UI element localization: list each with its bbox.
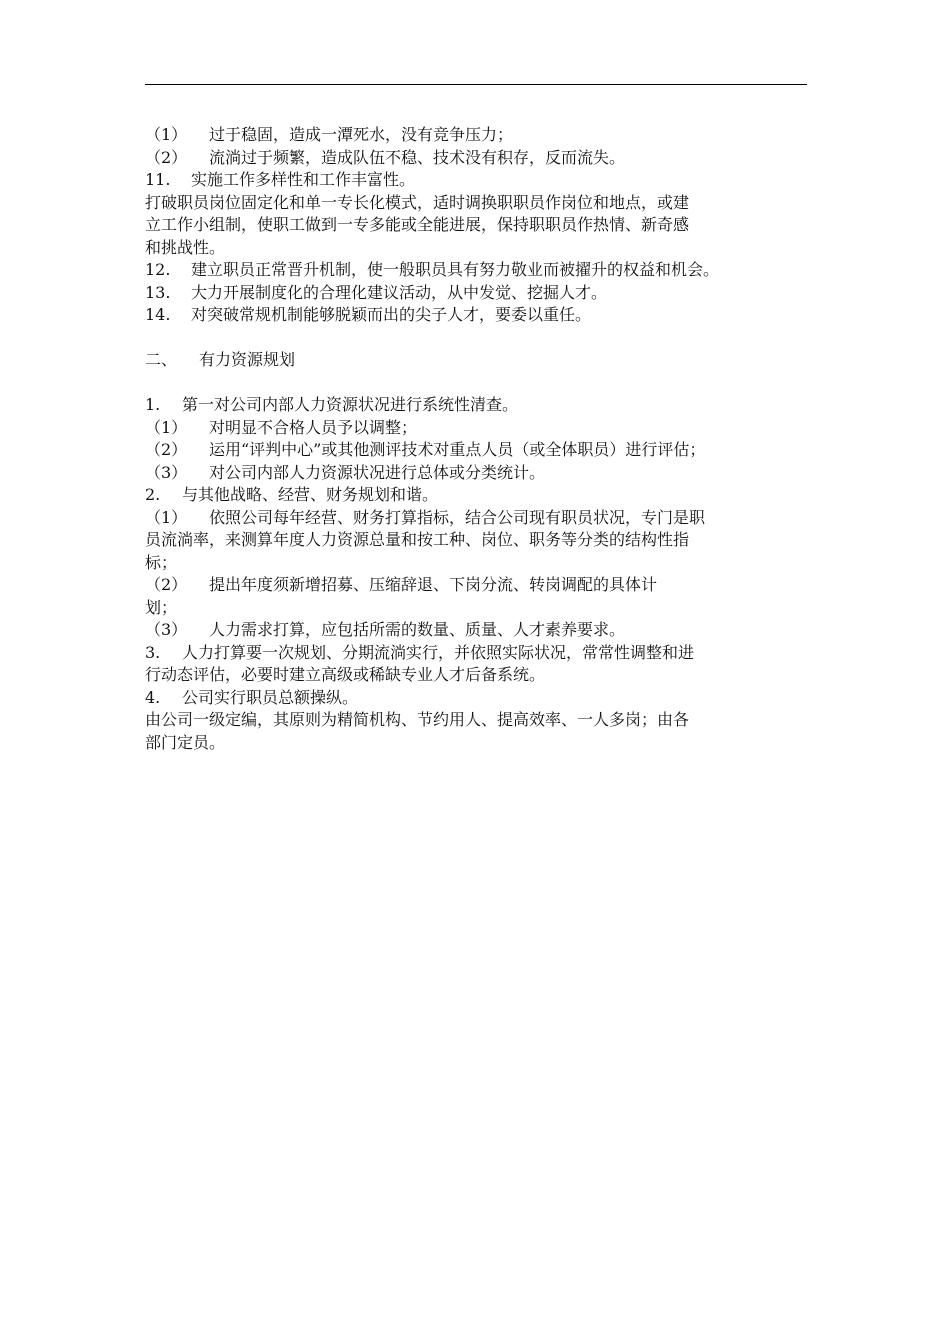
- list-number: 14.: [145, 305, 171, 324]
- list-item: [145, 439, 825, 462]
- list-item: [145, 304, 825, 327]
- list-item-continuation: 行动态评估，必要时建立高级或稀缺专业人才后备系统。: [145, 665, 546, 684]
- list-item-continuation: 划；: [145, 597, 178, 617]
- list-number: （3）: [145, 462, 188, 482]
- list-text: 依照公司每年经营、财务打算指标，结合公司现有职员状况，专门是职: [209, 507, 706, 527]
- list-text: 流淌过于频繁，造成队伍不稳、技术没有积存，反而流失。: [209, 147, 626, 167]
- list-text: 第一对公司内部人力资源状况进行系统性清查。: [182, 395, 519, 414]
- list-text: 有力资源规划: [199, 350, 296, 369]
- list-text: 运用“评判中心”或其他测评技术对重点人员（或全体职员）进行评估；: [209, 440, 706, 459]
- list-item: [145, 147, 825, 170]
- list-number: 11.: [145, 170, 171, 189]
- list-text: 建立职员正常晋升机制，使一般职员具有努力敬业而被擢升的权益和机会。: [191, 260, 720, 279]
- list-number: （1）: [145, 125, 188, 144]
- paragraph-line: 打破职员岗位固定化和单一专长化模式，适时调换职职员作岗位和地点，或建: [145, 192, 690, 212]
- list-number: （3）: [145, 620, 188, 639]
- list-text: 实施工作多样性和工作丰富性。: [191, 170, 416, 189]
- list-number: （2）: [145, 440, 188, 459]
- list-item: [145, 507, 825, 530]
- list-number: 3.: [145, 642, 161, 662]
- list-text: 公司实行职员总额操纵。: [182, 687, 359, 707]
- paragraph-line: 由公司一级定编，其原则为精简机构、节约用人、提高效率、一人多岗；由各: [145, 710, 690, 729]
- list-text: 对公司内部人力资源状况进行总体或分类统计。: [209, 462, 546, 482]
- list-text: 过于稳固，造成一潭死水，没有竞争压力；: [209, 125, 514, 144]
- list-number: （1）: [145, 507, 188, 527]
- list-number: （2）: [145, 147, 188, 167]
- list-number: （2）: [145, 575, 188, 594]
- list-item-continuation: 标；: [145, 552, 178, 572]
- list-number: 2.: [145, 485, 161, 504]
- paragraph-line: 立工作小组制，使职工做到一专多能或全能进展，保持职职员作热情、新奇感: [145, 215, 690, 234]
- list-number: 4.: [145, 687, 161, 707]
- list-item: [145, 259, 825, 282]
- document-body: [145, 124, 825, 754]
- list-number: 12.: [145, 260, 171, 279]
- list-item: [145, 169, 825, 192]
- list-number: （1）: [145, 417, 188, 437]
- header-rule: [145, 84, 807, 85]
- list-item: [145, 124, 825, 147]
- list-item: [145, 484, 825, 507]
- blank-line: [145, 372, 825, 395]
- list-text: 人力需求打算，应包括所需的数量、质量、人才素养要求。: [209, 620, 626, 639]
- list-item: [145, 417, 825, 440]
- list-text: 对明显不合格人员予以调整；: [209, 417, 418, 437]
- list-text: 提出年度须新增招募、压缩辞退、下岗分流、转岗调配的具体计: [209, 575, 658, 594]
- list-item: [145, 619, 825, 642]
- list-item: [145, 394, 825, 417]
- list-item: [145, 282, 825, 305]
- list-text: 人力打算要一次规划、分期流淌实行，并依照实际状况，常常性调整和进: [182, 642, 695, 662]
- paragraph-line: 和挑战性。: [145, 237, 226, 257]
- list-text: 大力开展制度化的合理化建议活动，从中发觉、挖掘人才。: [191, 282, 608, 302]
- list-item: [145, 349, 825, 372]
- list-item: [145, 642, 825, 665]
- list-item-continuation: 员流淌率，来测算年度人力资源总量和按工种、岗位、职务等分类的结构性指: [145, 530, 690, 549]
- list-item: [145, 687, 825, 710]
- paragraph-line: 部门定员。: [145, 732, 226, 752]
- list-text: 与其他战略、经营、财务规划和谐。: [182, 485, 439, 504]
- list-text: 对突破常规机制能够脱颖而出的尖子人才，要委以重任。: [191, 305, 592, 324]
- list-number: 1.: [145, 395, 161, 414]
- list-item: [145, 574, 825, 597]
- blank-line: [145, 327, 825, 350]
- list-item: [145, 462, 825, 485]
- list-number: 13.: [145, 282, 171, 302]
- list-number: 二、: [145, 350, 178, 369]
